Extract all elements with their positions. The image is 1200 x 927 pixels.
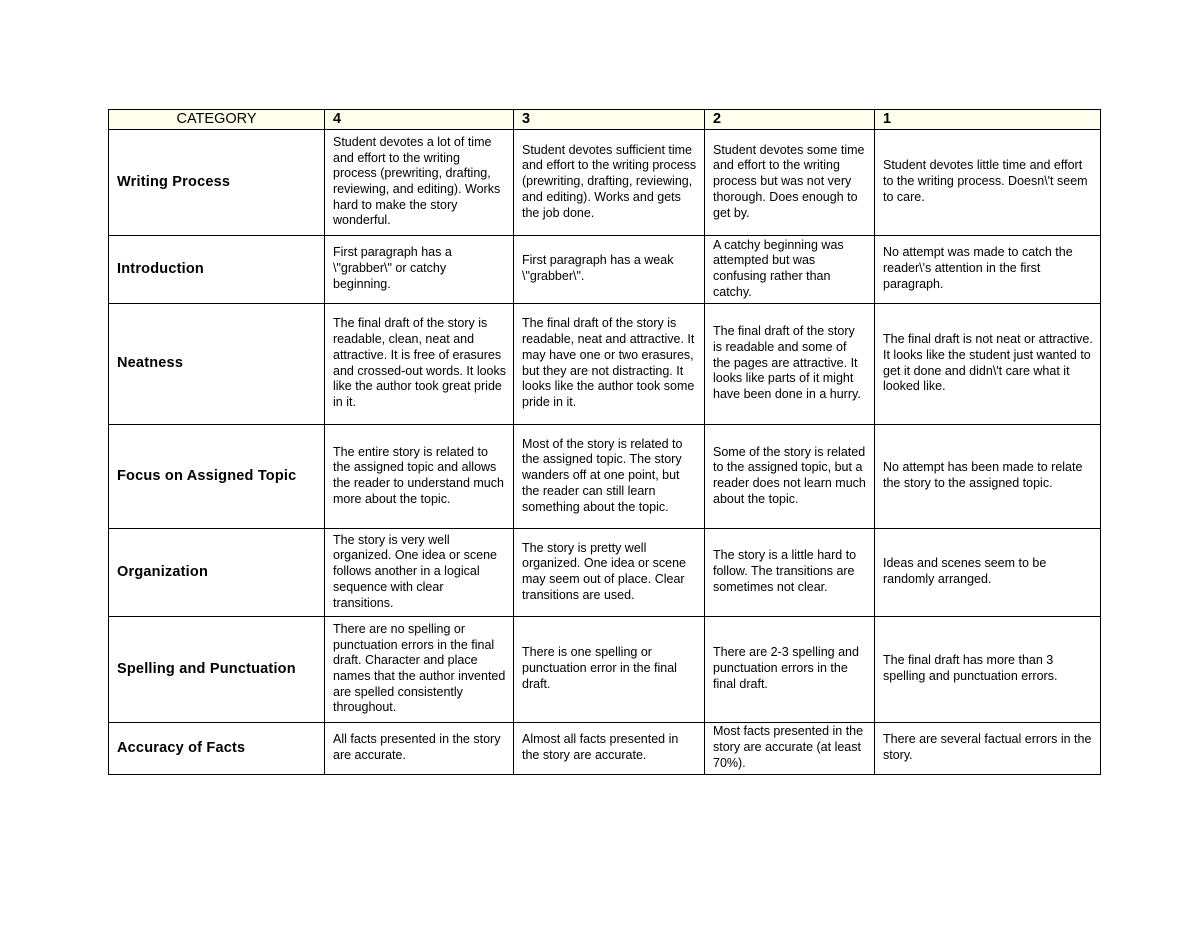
table-cell: Student devotes sufficient time and effort to the writing process (prewriting, drafting, reviewing, and editing). Works and gets the job done. <box>514 130 705 236</box>
table-row <box>109 130 1101 236</box>
header-score-3: 3 <box>514 110 705 130</box>
table-cell: The final draft is not neat or attractive. It looks like the student just wanted to get it done and didn\'t care what it looked like. <box>875 304 1101 425</box>
table-cell: First paragraph has a \"grabber\" or catchy beginning. <box>325 236 514 304</box>
header-score-4: 4 <box>325 110 514 130</box>
row-label-neatness: Neatness <box>109 304 325 425</box>
table-cell: Most facts presented in the story are accurate (at least 70%). <box>705 723 875 775</box>
table-cell: No attempt has been made to relate the story to the assigned topic. <box>875 425 1101 529</box>
header-score-1: 1 <box>875 110 1101 130</box>
table-cell: Ideas and scenes seem to be randomly arranged. <box>875 529 1101 617</box>
table-cell: There are several factual errors in the story. <box>875 723 1101 775</box>
table-cell: The final draft has more than 3 spelling and punctuation errors. <box>875 617 1101 723</box>
table-row <box>109 425 1101 529</box>
row-label-accuracy-of-facts: Accuracy of Facts <box>109 723 325 775</box>
table-cell: The story is pretty well organized. One idea or scene may seem out of place. Clear transitions are used. <box>514 529 705 617</box>
rubric-table <box>108 109 1101 775</box>
table-cell: The story is very well organized. One idea or scene follows another in a logical sequence with clear transitions. <box>325 529 514 617</box>
table-cell: The story is a little hard to follow. The transitions are sometimes not clear. <box>705 529 875 617</box>
table-cell: The final draft of the story is readable and some of the pages are attractive. It looks like parts of it might have been done in a hurry. <box>705 304 875 425</box>
table-row <box>109 304 1101 425</box>
table-cell: Some of the story is related to the assigned topic, but a reader does not learn much about the topic. <box>705 425 875 529</box>
table-cell: First paragraph has a weak \"grabber\". <box>514 236 705 304</box>
table-cell: All facts presented in the story are accurate. <box>325 723 514 775</box>
table-row <box>109 723 1101 775</box>
row-label-organization: Organization <box>109 529 325 617</box>
row-label-introduction: Introduction <box>109 236 325 304</box>
table-cell: A catchy beginning was attempted but was confusing rather than catchy. <box>705 236 875 304</box>
header-score-2: 2 <box>705 110 875 130</box>
rubric-body <box>109 130 1101 775</box>
table-cell: There is one spelling or punctuation error in the final draft. <box>514 617 705 723</box>
table-cell: Student devotes little time and effort to the writing process. Doesn\'t seem to care. <box>875 130 1101 236</box>
row-label-writing-process: Writing Process <box>109 130 325 236</box>
table-cell: Student devotes a lot of time and effort to the writing process (prewriting, drafting, reviewing, and editing). Works hard to make the story wonderful. <box>325 130 514 236</box>
table-cell: Student devotes some time and effort to the writing process but was not very thorough. Does enough to get by. <box>705 130 875 236</box>
header-row <box>109 110 1101 130</box>
table-cell: Almost all facts presented in the story are accurate. <box>514 723 705 775</box>
row-label-spelling-and-punctuation: Spelling and Punctuation <box>109 617 325 723</box>
table-cell: There are no spelling or punctuation errors in the final draft. Character and place names that the author invented are spelled consistently throughout. <box>325 617 514 723</box>
table-cell: The entire story is related to the assigned topic and allows the reader to understand much more about the topic. <box>325 425 514 529</box>
rubric-header <box>109 110 1101 130</box>
table-row <box>109 529 1101 617</box>
table-cell: The final draft of the story is readable, clean, neat and attractive. It is free of erasures and crossed-out words. It looks like the author took great pride in it. <box>325 304 514 425</box>
table-row <box>109 617 1101 723</box>
header-category: CATEGORY <box>109 110 325 130</box>
table-row <box>109 236 1101 304</box>
table-cell: No attempt was made to catch the reader\'s attention in the first paragraph. <box>875 236 1101 304</box>
table-cell: Most of the story is related to the assigned topic. The story wanders off at one point, but the reader can still learn something about the topic. <box>514 425 705 529</box>
row-label-focus-on-assigned-topic: Focus on Assigned Topic <box>109 425 325 529</box>
table-cell: There are 2-3 spelling and punctuation errors in the final draft. <box>705 617 875 723</box>
table-cell: The final draft of the story is readable, neat and attractive. It may have one or two erasures, but they are not distracting. It looks like the author took some pride in it. <box>514 304 705 425</box>
